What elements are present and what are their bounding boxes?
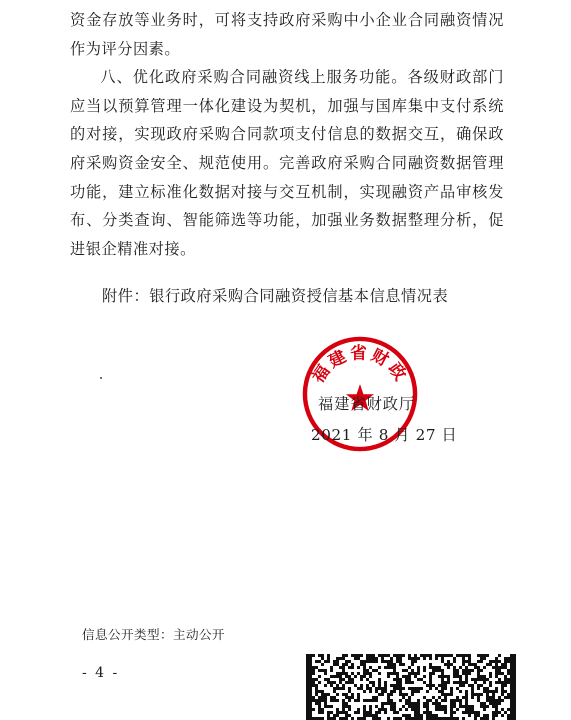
attachment-line: 附件：银行政府采购合同融资授信基本信息情况表	[102, 287, 449, 305]
body-text	[70, 6, 504, 263]
issuer-name: 福建省财政厅	[318, 395, 416, 413]
issue-date: 2021 年 8 月 27 日	[311, 426, 458, 444]
paragraph-eight: 八、优化政府采购合同融资线上服务功能。各级财政部门应当以预算管理一体化建设为契机，加强与国库集中支付系统的对接，实现政府采购合同款项支付信息的数据交互，确保政府采购资金安全、规范使用。完善政府采购合同融资数据管理功能，建立标准化数据对接与交互机制，实现融资产品审核发布、分类查询、智能筛选等功能，加强业务数据整理分析，促进银企精准对接。	[70, 68, 504, 258]
seal-text: 福建省财政	[307, 342, 413, 387]
scan-speck	[100, 377, 102, 379]
paragraph-continuation: 资金存放等业务时，可将支持政府采购中小企业合同融资情况作为评分因素。	[70, 11, 504, 58]
page-number: - 4 -	[82, 665, 120, 681]
disclosure-type: 信息公开类型：主动公开	[82, 627, 225, 642]
barcode-icon	[306, 654, 516, 720]
